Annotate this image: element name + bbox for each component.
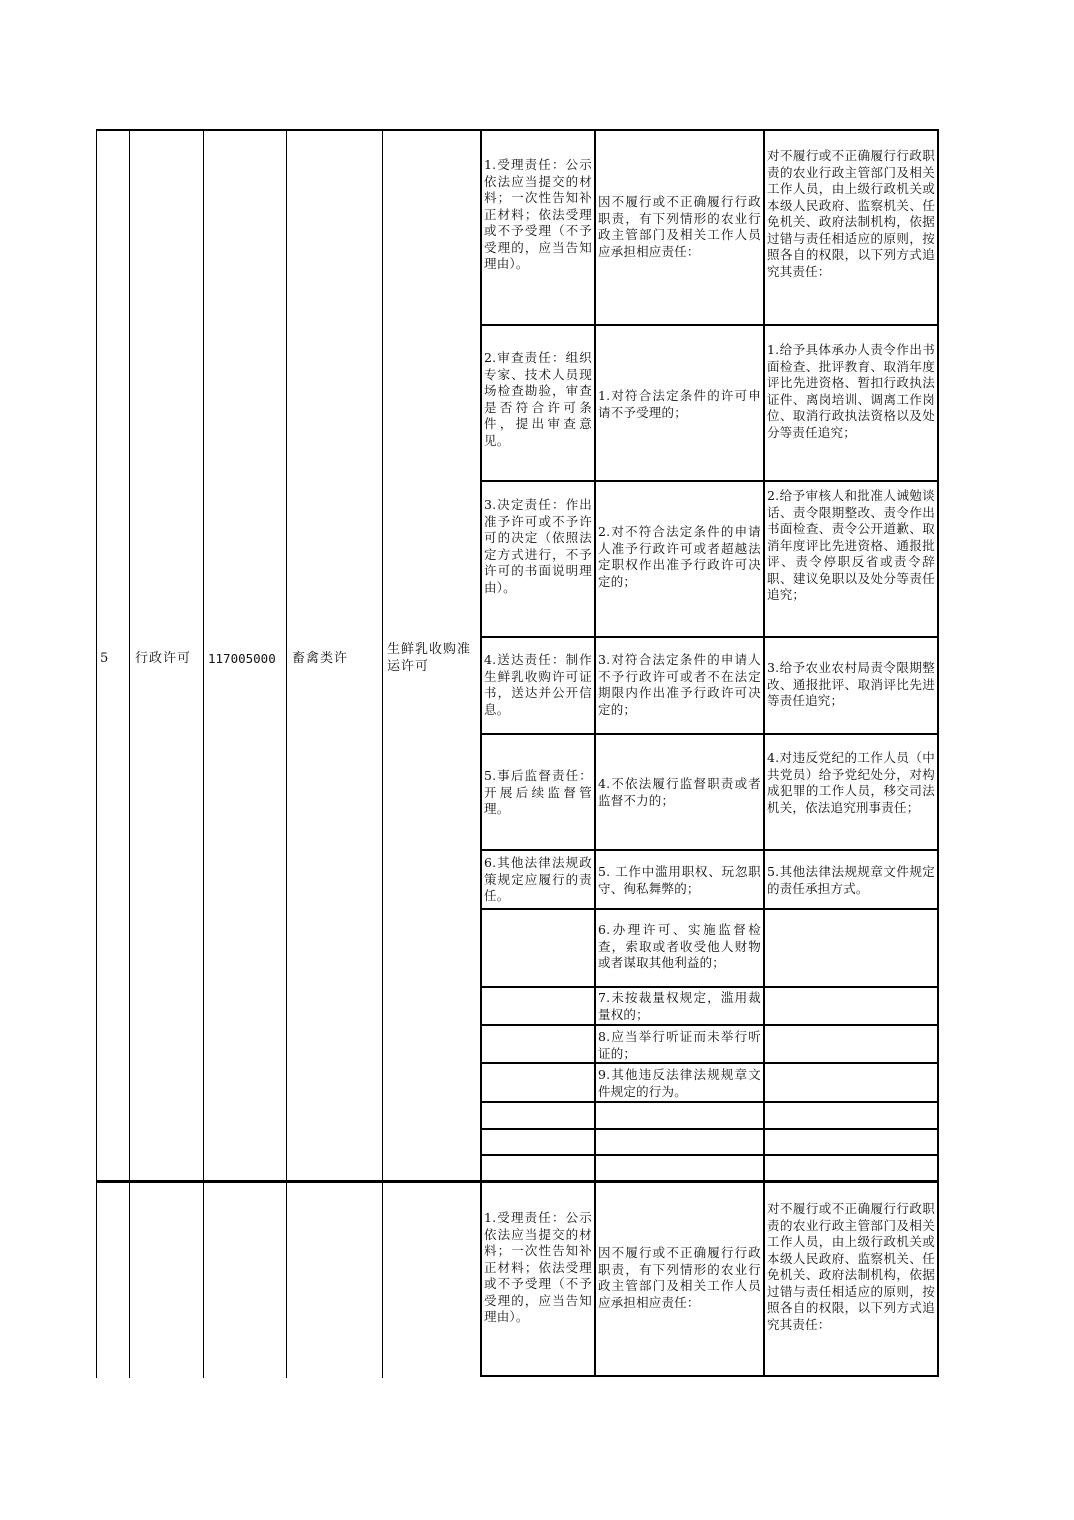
method-cell: 4.对违反党纪的工作人员（中共党员）给予党纪处分，对构成犯罪的工作人员，移交司法机关，依法追究刑事责任； (767, 750, 935, 815)
duty-cell: 5.事后监督责任：开展后续监督管理。 (484, 768, 592, 816)
code-cell: 117005000 (208, 651, 276, 666)
grid-line (480, 636, 939, 638)
situation-cell: 因不履行或不正确履行行政职责，有下列情形的农业行政主管部门及相关工作人员应承担相应责任： (598, 194, 761, 259)
method-cell: 1.给予具体承办人责令作出书面检查、批评教育、取消年度评比先进资格、暂扣行政执法证件、离岗培训、调离工作岗位、取消行政执法资格以及处分等责任追究； (767, 342, 935, 440)
grid-line (594, 129, 596, 1377)
grid-line (763, 129, 765, 1377)
grid-line (96, 129, 939, 131)
seq-number: 5 (100, 651, 109, 666)
grid-line (96, 129, 97, 1378)
situation-cell: 7.未按裁量权规定，滥用裁量权的； (598, 990, 761, 1022)
grid-line (480, 908, 939, 910)
grid-line (480, 324, 939, 326)
grid-line (480, 1375, 939, 1377)
situation-cell: 6.办理许可、实施监督检查，索取或者收受他人财物或者谋取其他利益的； (598, 922, 761, 970)
situation-cell: 1.对符合法定条件的许可申请不予受理的； (598, 388, 761, 420)
method-cell: 对不履行或不正确履行行政职责的农业行政主管部门及相关工作人员，由上级行政机关或本级人民政府、监察机关、任免机关、政府法制机构，依据过错与责任相适应的原则，按照各自的权限，以下列方式追究其责任： (767, 148, 935, 279)
grid-line (480, 1128, 939, 1130)
situation-cell: 5. 工作中滥用职权、玩忽职守、徇私舞弊的； (598, 864, 761, 896)
duty-cell: 1.受理责任：公示依法应当提交的材料；一次性告知补正材料；依法受理或不予受理（不予受理的，应当告知理由）。 (484, 1210, 592, 1324)
situation-cell: 4.不依法履行监督职责或者监督不力的； (598, 776, 761, 808)
grid-line (480, 129, 482, 1377)
situation-cell: 2.对不符合法定条件的申请人准予行政许可或者超越法定职权作出准予行政许可决定的； (598, 524, 761, 589)
grid-line (480, 1101, 939, 1103)
category-cell: 行政许可 (135, 651, 192, 666)
situation-cell: 因不履行或不正确履行行政职责，有下列情形的农业行政主管部门及相关工作人员应承担相应责任： (598, 1245, 761, 1310)
grid-line (937, 129, 939, 1377)
grid-line (480, 733, 939, 735)
subitem-cell: 畜禽类许 (292, 651, 349, 666)
duty-cell: 2.审查责任：组织专家、技术人员现场检查勘验，审查是否符合许可条件，提出审查意见。 (484, 350, 592, 448)
situation-cell: 3.对符合法定条件的申请人不予行政许可或者不在法定期限内作出准予行政许可决定的； (598, 652, 761, 717)
grid-line (203, 129, 204, 1378)
grid-line (129, 129, 130, 1378)
grid-line (286, 129, 287, 1378)
grid-line (480, 1154, 939, 1156)
method-cell: 2.给予审核人和批准人诫勉谈话、责令限期整改、责令作出书面检查、责令公开道歉、取消年度评比先进资格、通报批评、责令停职反省或责令辞职、建议免职以及处分等责任追究； (767, 488, 935, 602)
grid-line (480, 986, 939, 988)
grid-line (480, 1024, 939, 1026)
duty-cell: 1.受理责任：公示依法应当提交的材料；一次性告知补正材料；依法受理或不予受理（不予受理的，应当告知理由）。 (484, 157, 592, 271)
duty-cell: 3.决定责任：作出准予许可或不予许可的决定（依照法定方式进行，不予许可的书面说明理由）。 (484, 497, 592, 595)
method-cell: 5.其他法律法规规章文件规定的责任承担方式。 (767, 864, 935, 896)
method-cell: 对不履行或不正确履行行政职责的农业行政主管部门及相关工作人员，由上级行政机关或本级人民政府、监察机关、任免机关、政府法制机构，依据过错与责任相适应的原则，按照各自的权限，以下列方式追究其责任： (767, 1201, 935, 1332)
grid-line (96, 1182, 939, 1183)
duty-cell: 6.其他法律法规政策规定应履行的责任。 (484, 855, 592, 903)
grid-line (382, 129, 383, 1378)
situation-cell: 8.应当举行听证而未举行听证的； (598, 1029, 761, 1061)
item-name-cell: 生鲜乳收购准运许可 (387, 642, 472, 674)
grid-line (480, 849, 939, 851)
grid-line (480, 1062, 939, 1064)
method-cell: 3.给予农业农村局责令限期整改、通报批评、取消评比先进等责任追究； (767, 660, 935, 708)
grid-line (480, 480, 939, 482)
duty-cell: 4.送达责任：制作生鲜乳收购许可证书，送达并公开信息。 (484, 652, 592, 717)
situation-cell: 9.其他违反法律法规规章文件规定的行为。 (598, 1067, 761, 1099)
